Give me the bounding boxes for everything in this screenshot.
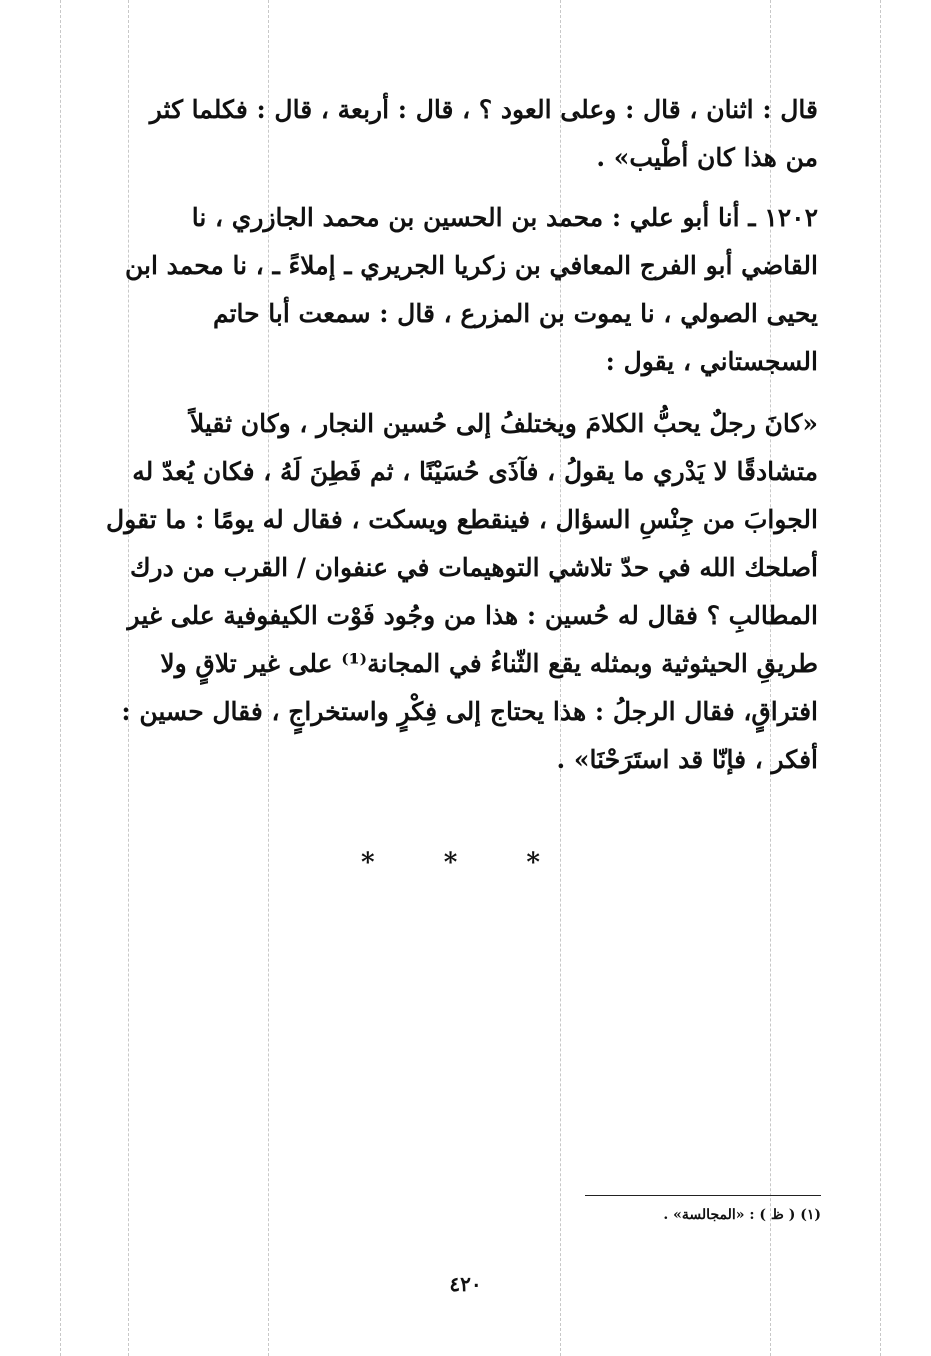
text-line: يحيى الصولي ، نا يموت بن المزرع ، قال : سمعت أبا حاتم bbox=[212, 299, 818, 328]
paragraph-3 bbox=[80, 400, 818, 784]
text-line: القاضي أبو الفرج المعافي بن زكريا الجريري ـ إملاءً ـ ، نا محمد ابن bbox=[125, 251, 818, 280]
text-line: أصلحك الله في حدّ تلاشي التوهيمات في عنفوان / القرب من درك bbox=[129, 553, 818, 582]
text-line: الجوابَ من جِنْسِ السؤال ، فينقطع ويسكت ، فقال له يومًا : ما تقول bbox=[106, 505, 818, 534]
text-line: طريقِ الحيثوثية وبمثله يقع الثّناءُ في المجانة⁽¹⁾ على غير تلاقٍ ولا bbox=[160, 649, 818, 678]
entry-number: ١٢٠٢ ـ bbox=[748, 203, 818, 232]
text-segment: أنا أبو علي : محمد بن الحسين بن محمد الجازري ، نا bbox=[191, 203, 740, 232]
text-line: افتراقٍ، فقال الرجلُ : هذا يحتاج إلى فِكْرٍ واستخراجٍ ، فقال حسين : bbox=[121, 697, 818, 726]
text-line: من هذا كان أطْيب» . bbox=[596, 143, 818, 172]
scan-artifact-line bbox=[60, 0, 61, 1356]
text-line: المطالبِ ؟ فقال له حُسين : هذا من وجُود فَوْت الكيفوفية على غير bbox=[127, 601, 818, 630]
paragraph-2 bbox=[80, 194, 818, 386]
scan-artifact-line bbox=[880, 0, 881, 1356]
text-line bbox=[80, 194, 818, 242]
footnote-divider bbox=[585, 1195, 821, 1196]
paragraph-1 bbox=[80, 86, 818, 182]
text-line: السجستاني ، يقول : bbox=[605, 347, 818, 376]
footnote: (١) ( ظ ) : «المجالسة» . bbox=[663, 1207, 821, 1223]
text-line: متشادقًا لا يَدْري ما يقولُ ، فآذَى حُسَيْنًا ، ثم فَطِنَ لَهُ ، فكان يُعدّ له bbox=[132, 457, 818, 486]
section-separator: * * * bbox=[361, 848, 570, 878]
text-line: قال : اثنان ، قال : وعلى العود ؟ ، قال : أربعة ، قال : فكلما كثر bbox=[149, 95, 818, 124]
text-line: أفكر ، فإنّا قد استَرَحْنَا» . bbox=[556, 745, 818, 774]
text-line: «كانَ رجلٌ يحبُّ الكلامَ ويختلفُ إلى حُسين النجار ، وكان ثقيلاً bbox=[189, 409, 818, 438]
page-number: ٤٢٠ bbox=[449, 1272, 482, 1296]
